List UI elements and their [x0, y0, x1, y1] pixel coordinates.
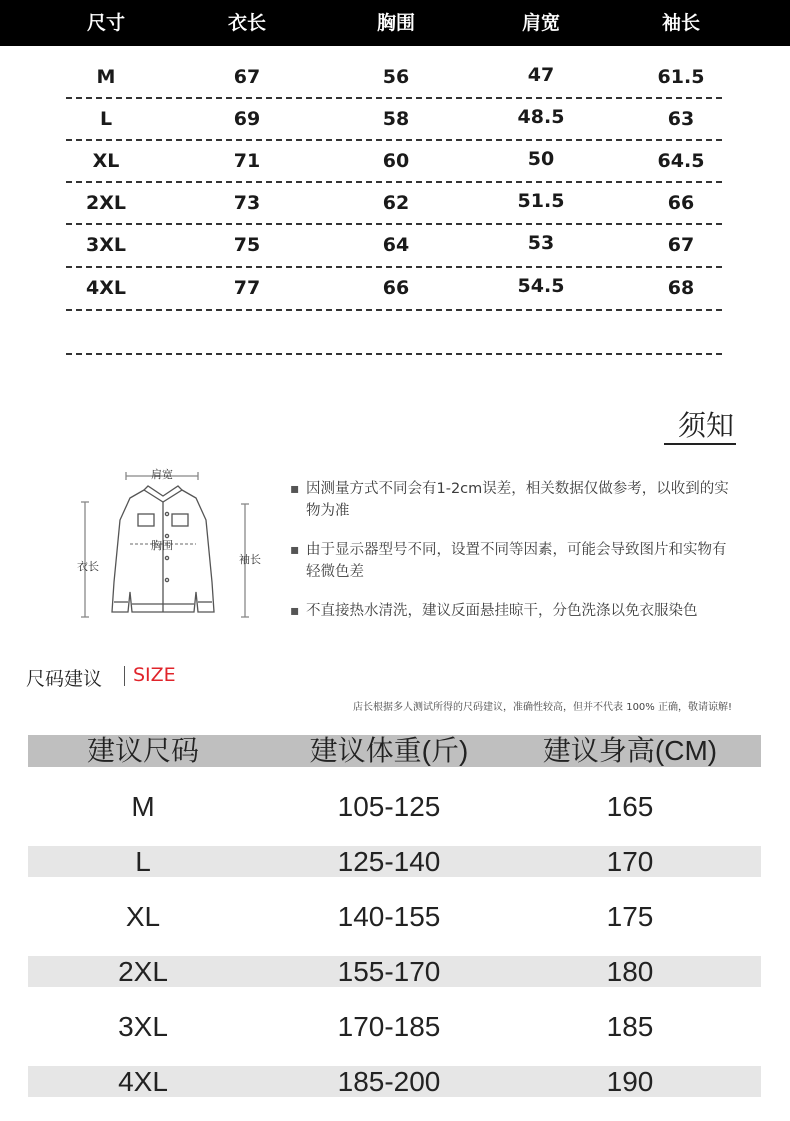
length-cell: 71: [233, 150, 261, 172]
chest-cell: 62: [382, 192, 410, 214]
bullet-icon: ▪: [290, 481, 300, 497]
header-recommended-height: 建议身高(CM): [542, 735, 718, 766]
recommendation-table-header: [28, 735, 761, 767]
sleeve-cell: 68: [667, 277, 695, 299]
rec-height-cell: 165: [606, 791, 654, 822]
header-recommended-size: 建议尺码: [86, 735, 200, 766]
header-size: 尺寸: [86, 12, 126, 34]
rec-weight-cell: 185-200: [337, 1066, 441, 1097]
length-cell: 67: [233, 66, 261, 88]
size-cell: L: [99, 108, 113, 130]
rec-size-cell: 4XL: [118, 1066, 168, 1097]
length-cell: 75: [233, 234, 261, 256]
size-table-row: [0, 98, 790, 140]
rec-height-cell: 180: [606, 956, 654, 987]
notice-item: [290, 478, 740, 522]
chest-cell: 56: [382, 66, 410, 88]
recommendation-disclaimer: 店长根据多人测试所得的尺码建议，准确性较高，但并不代表 100% 正确，敬请谅解!: [353, 702, 732, 713]
size-table-row: [0, 140, 790, 182]
rec-weight-cell: 170-185: [337, 1011, 441, 1042]
recommendation-row: [28, 1066, 761, 1097]
rec-height-cell: 185: [606, 1011, 654, 1042]
rec-weight-cell: 125-140: [337, 846, 441, 877]
size-table-row: [0, 56, 790, 98]
size-table-row: [0, 224, 790, 266]
chest-cell: 66: [382, 277, 410, 299]
recommendation-row: [28, 846, 761, 877]
rec-weight-cell: 105-125: [337, 791, 441, 822]
sleeve-cell: 63: [667, 108, 695, 130]
rec-height-cell: 175: [606, 901, 654, 932]
shoulder-cell: 51.5: [517, 190, 565, 212]
length-cell: 73: [233, 192, 261, 214]
notice-underline: [664, 443, 736, 445]
notice-item: [290, 539, 740, 583]
length-cell: 69: [233, 108, 261, 130]
jacket-outline-icon: [74, 462, 274, 632]
row-divider: [66, 353, 722, 355]
shoulder-cell: 47: [527, 64, 555, 86]
bullet-icon: ▪: [290, 542, 300, 558]
chest-cell: 58: [382, 108, 410, 130]
shoulder-cell: 48.5: [517, 106, 565, 128]
size-table-row: [0, 182, 790, 224]
jacket-measurement-diagram: [74, 462, 274, 632]
shoulder-cell: 50: [527, 148, 555, 170]
size-cell: 4XL: [86, 277, 126, 299]
rec-size-cell: 3XL: [118, 1011, 168, 1042]
rec-size-cell: 2XL: [118, 956, 168, 987]
header-shoulder: 肩宽: [521, 12, 561, 34]
rec-weight-cell: 155-170: [337, 956, 441, 987]
size-table-row: [0, 267, 790, 309]
chest-cell: 60: [382, 150, 410, 172]
header-sleeve: 袖长: [661, 12, 701, 34]
size-cell: 3XL: [86, 234, 126, 256]
recommendation-row: [28, 1011, 761, 1042]
rec-size-cell: L: [135, 846, 151, 877]
sleeve-cell: 64.5: [657, 150, 705, 172]
diagram-chest-label: 胸围: [151, 539, 173, 552]
rec-weight-cell: 140-155: [337, 901, 441, 932]
notice-list: [290, 478, 740, 639]
notice-item-text: 由于显示器型号不同，设置不同等因素，可能会导致图片和实物有轻微色差: [306, 542, 727, 580]
rec-size-cell: XL: [125, 901, 161, 932]
chest-cell: 64: [382, 234, 410, 256]
diagram-shoulder-label: 肩宽: [151, 468, 173, 481]
diagram-sleeve-label: 袖长: [239, 553, 261, 566]
header-length: 衣长: [227, 12, 267, 34]
size-cell: XL: [92, 150, 120, 172]
length-cell: 77: [233, 277, 261, 299]
header-recommended-weight: 建议体重(斤): [309, 735, 469, 766]
rec-height-cell: 190: [606, 1066, 654, 1097]
shoulder-cell: 53: [527, 232, 555, 254]
sleeve-cell: 61.5: [657, 66, 705, 88]
title-separator: [124, 666, 125, 686]
diagram-length-label: 衣长: [77, 560, 99, 573]
recommendation-title-en: SIZE: [133, 664, 176, 686]
size-cell: M: [96, 66, 116, 88]
header-chest: 胸围: [376, 12, 416, 34]
sleeve-cell: 67: [667, 234, 695, 256]
notice-item-text: 不直接热水清洗，建议反面悬挂晾干，分色洗涤以免衣服染色: [306, 603, 698, 619]
recommendation-row: [28, 791, 761, 822]
sleeve-cell: 66: [667, 192, 695, 214]
notice-item-text: 因测量方式不同会有1-2cm误差，相关数据仅做参考，以收到的实物为准: [306, 481, 729, 519]
rec-height-cell: 170: [606, 846, 654, 877]
bullet-icon: ▪: [290, 603, 300, 619]
notice-item: [290, 600, 740, 622]
size-table-header: [0, 0, 790, 46]
recommendation-row: [28, 956, 761, 987]
recommendation-row: [28, 901, 761, 932]
rec-size-cell: M: [131, 791, 155, 822]
size-cell: 2XL: [86, 192, 126, 214]
recommendation-title: 尺码建议: [26, 668, 103, 690]
shoulder-cell: 54.5: [517, 275, 565, 297]
notice-title: 须知: [678, 409, 735, 442]
row-divider: [66, 309, 722, 311]
